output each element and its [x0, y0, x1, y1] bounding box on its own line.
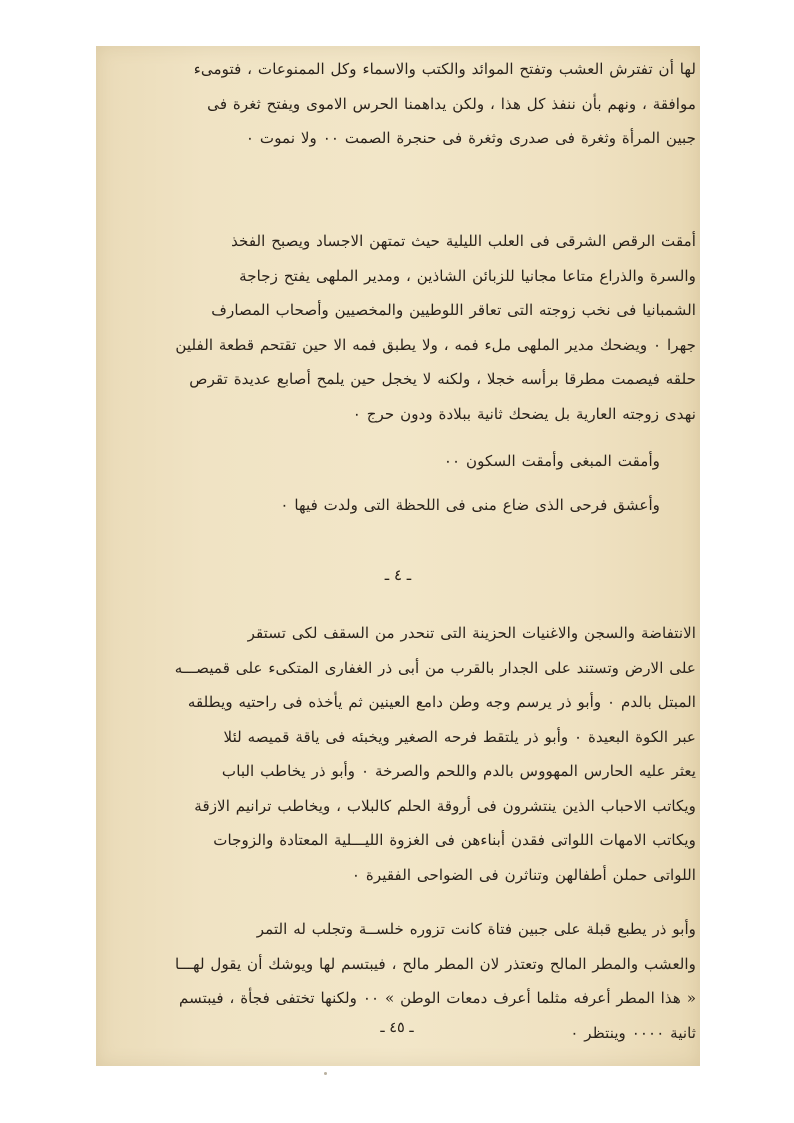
paragraph-line: وأبو ذر يطبع قبلة على جبين فتاة كانت تزوره خلســة وتجلب له التمر [256, 920, 696, 938]
paragraph-line: لها أن تفترش العشب وتفتح الموائد والكتب والاسماء وكل الممنوعات ، فتومىء [193, 60, 696, 78]
paragraph-line: اللواتى حملن أطفالهن وتناثرن فى الضواحى الفقيرة ٠ [351, 865, 696, 884]
scan-speck [324, 1072, 327, 1075]
paragraph-line: ويكاتب الاحباب الذين ينتشرون فى أروقة الحلم كالبلاب ، ويخاطب ترانيم الازقة [194, 796, 696, 815]
paragraph-line: حلقه فيصمت مطرقا برأسه خجلا ، ولكنه لا يخجل حين يلمح أصابع عديدة تقرص [189, 370, 696, 388]
paragraph-line: يعثر عليه الحارس المهووس بالدم واللحم والصرخة ٠ وأبو ذر يخاطب الباب [221, 762, 696, 780]
paragraph-line: موافقة ، ونهم بأن ننفذ كل هذا ، ولكن يداهمنا الحرس الاموى ويفتح ثغرة فى [207, 94, 696, 113]
paragraph-line: الشمبانيا فى نخب زوجته التى تعاقر اللوطيين والمخصيين وأصحاب المصارف [211, 301, 696, 319]
paragraph-line: جبين المرأة وثغرة فى صدرى وثغرة فى حنجرة الصمت ٠٠ ولا نموت ٠ [245, 129, 696, 147]
paragraph-line: « هذا المطر أعرفه مثلما أعرف دمعات الوطن » ٠٠ ولكنها تختفى فجأة ، فيبتسم [178, 989, 696, 1007]
paragraph-line: أمقت الرقص الشرقى فى العلب الليلية حيث تمتهن الاجساد ويصبح الفخذ [231, 232, 696, 250]
paragraph-line: على الارض وتستند على الجدار بالقرب من أبى ذر الغفارى المتكىء على قميصـــه [174, 658, 696, 677]
paragraph-line: ثانية ٠٠٠٠ وينتظر ٠ [570, 1023, 696, 1042]
paragraph-line: عبر الكوة البعيدة ٠ وأبو ذر يلتقط فرحه الصغير ويخبئه فى ياقة قميصه لئلا [223, 727, 696, 746]
paragraph-5 [100, 616, 696, 892]
page-number: ـ ٤٥ ـ [380, 1020, 414, 1036]
paragraph-line: والسرة والذراع متاعا مجانيا للزبائن الشاذين ، ومدير الملهى يفتح زجاجة [239, 266, 696, 285]
book-page [96, 46, 700, 1066]
section-number: ـ ٤ ـ [384, 566, 412, 584]
paragraph-line: ويكاتب الامهات اللواتى فقدن أبناءهن فى الغزوة الليـــلية المعتادة والزوجات [213, 831, 696, 849]
paragraph-3 [100, 444, 660, 479]
paragraph-4 [100, 488, 660, 523]
paragraph-line: جهرا ٠ ويضحك مدير الملهى ملء فمه ، ولا يطبق فمه الا حين تقتحم قطعة الفلين [175, 335, 696, 354]
paragraph-1 [100, 52, 696, 156]
paragraph-line: الانتفاضة والسجن والاغنيات الحزينة التى تنحدر من السقف لكى تستقر [247, 624, 696, 642]
paragraph-line: وأمقت المبغى وأمقت السكون ٠٠ [443, 452, 660, 470]
paragraph-2 [100, 224, 696, 431]
paragraph-line: نهدى زوجته العارية بل يضحك ثانية ببلادة ودون حرج ٠ [352, 404, 696, 423]
paragraph-line: المبتل بالدم ٠ وأبو ذر يرسم وجه وطن دامع العينين ثم يأخذه فى راحتيه ويطلقه [187, 693, 696, 711]
paragraph-line: وأعشق فرحى الذى ضاع منى فى اللحظة التى ولدت فيها ٠ [280, 496, 660, 514]
paragraph-line: والعشب والمطر المالح وتعتذر لان المطر مالح ، فيبتسم لها ويوشك أن يقول لهـــا [175, 954, 696, 973]
